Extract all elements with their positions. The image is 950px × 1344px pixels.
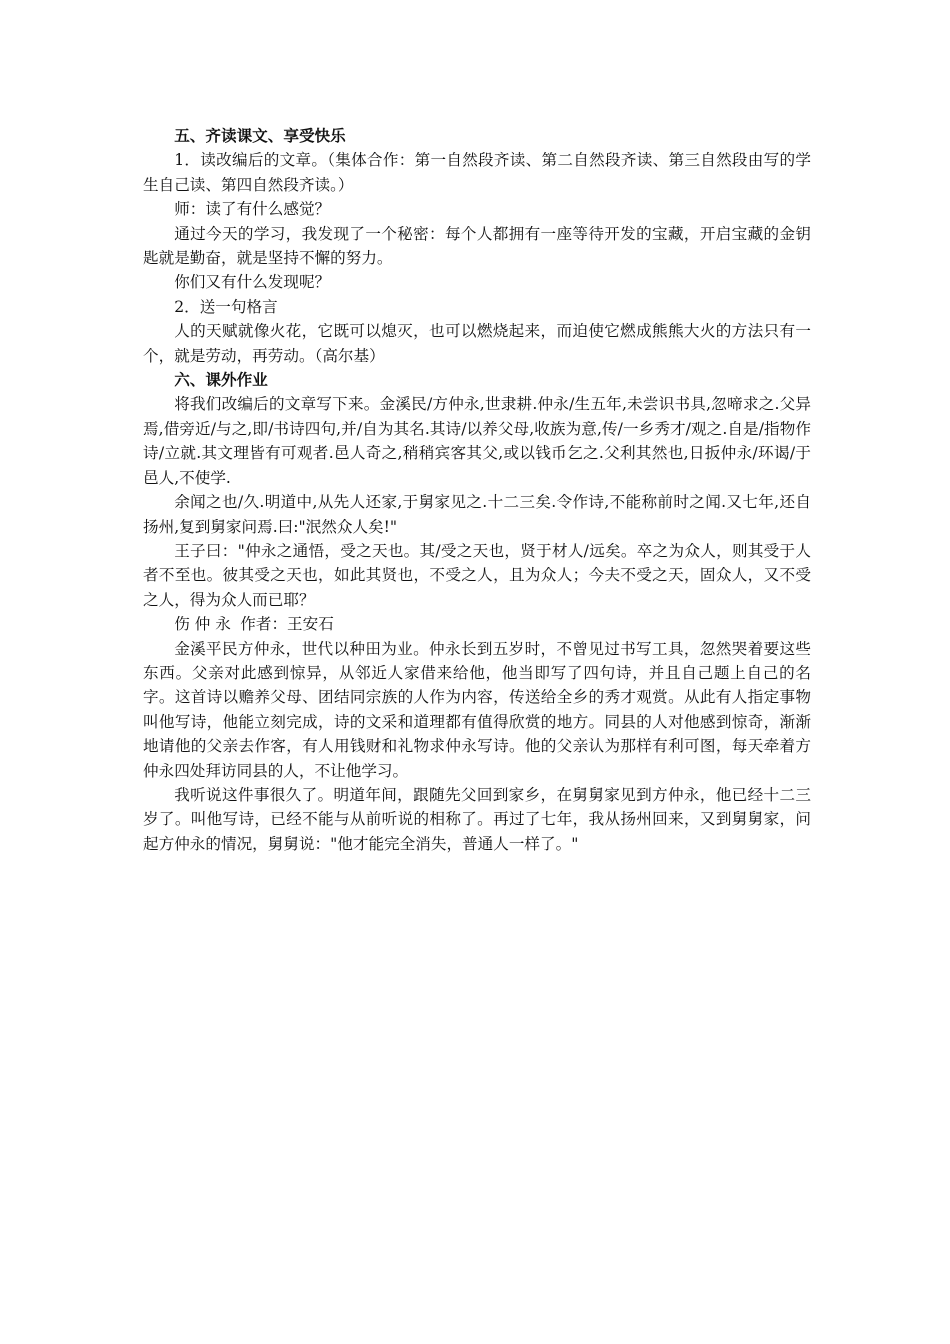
essay-title: 伤 仲 永 [174, 615, 231, 634]
paragraph-classical-3: 王子曰："仲永之通悟，受之天也。其/受之天也，贤于材人/远矣。卒之为众人，则其受于人者不至也。彼其受之天也，如此其贤也，不受之人，且为众人；今夫不受之天，固众人，又不受之人，得为众人而已耶？ [143, 541, 811, 609]
paragraph-motto: 人的天赋就像火花，它既可以熄灭，也可以燃烧起来，而迫使它燃成熊熊大火的方法只有一个，就是劳动，再劳动。（高尔基） [143, 322, 811, 365]
document-page [143, 124, 811, 856]
paragraph-translation-2: 我听说这件事很久了。明道年间，跟随先父回到家乡，在舅舅家见到方仲永，他已经十二三岁了。叫他写诗，已经不能与从前听说的相称了。再过了七年，我从扬州回来，又到舅舅家，问起方仲永的情况，舅舅说："他才能完全消失，普通人一样了。" [143, 785, 811, 853]
section-heading-5: 五、齐读课文、享受快乐 [174, 127, 346, 145]
paragraph-teacher-question: 师：读了有什么感觉？ [174, 200, 331, 219]
paragraph-read-text: 1．读改编后的文章。（集体合作：第一自然段齐读、第二自然段齐读、第三自然段由写的学生自己读、第四自然段齐读。） [143, 151, 811, 194]
paragraph-translation-1: 金溪平民方仲永，世代以种田为业。仲永长到五岁时，不曾见过书写工具，忽然哭着要这些东西。父亲对此感到惊异，从邻近人家借来给他，他当即写了四句诗，并且自己题上自己的名字。这首诗以赡养父母、团结同宗族的人作为内容，传送给全乡的秀才观赏。从此有人指定事物叫他写诗，他能立刻完成，诗的文采和道理都有值得欣赏的地方。同县的人对他感到惊奇，渐渐地请他的父亲去作客，有人用钱财和礼物求仲永写诗。他的父亲认为那样有利可图，每天牵着方仲永四处拜访同县的人，不让他学习。 [143, 639, 811, 780]
paragraph-discovery: 通过今天的学习，我发现了一个秘密：每个人都拥有一座等待开发的宝藏，开启宝藏的金钥匙就是勤奋，就是坚持不懈的努力。 [143, 224, 811, 268]
paragraph-student-question: 你们又有什么发现呢？ [174, 273, 331, 292]
poem-title-line [143, 612, 811, 636]
essay-author: 作者：王安石 [240, 615, 334, 634]
paragraph-homework-classical-1: 将我们改编后的文章写下来。金溪民/方仲永,世隶耕.仲永/生五年,未尝识书具,忽啼求之.父异焉,借旁近/与之,即/书诗四句,并/自为其名.其诗/以养父母,收族为意,传/一乡秀才/观之.自是/指物作诗/立就.其文理皆有可观者.邑人奇之,稍稍宾客其父,或以钱币乞之.父利其然也,日扳仲永/环谒/于邑人,不使学. [143, 395, 811, 487]
section-heading-6: 六、课外作业 [174, 371, 268, 390]
paragraph-motto-label: 2．送一句格言 [174, 297, 278, 316]
paragraph-classical-2: 余闻之也/久.明道中,从先人还家,于舅家见之.十二三矣.令作诗,不能称前时之闻.又七年,还自扬州,复到舅家问焉.曰:"泯然众人矣!" [143, 493, 811, 536]
